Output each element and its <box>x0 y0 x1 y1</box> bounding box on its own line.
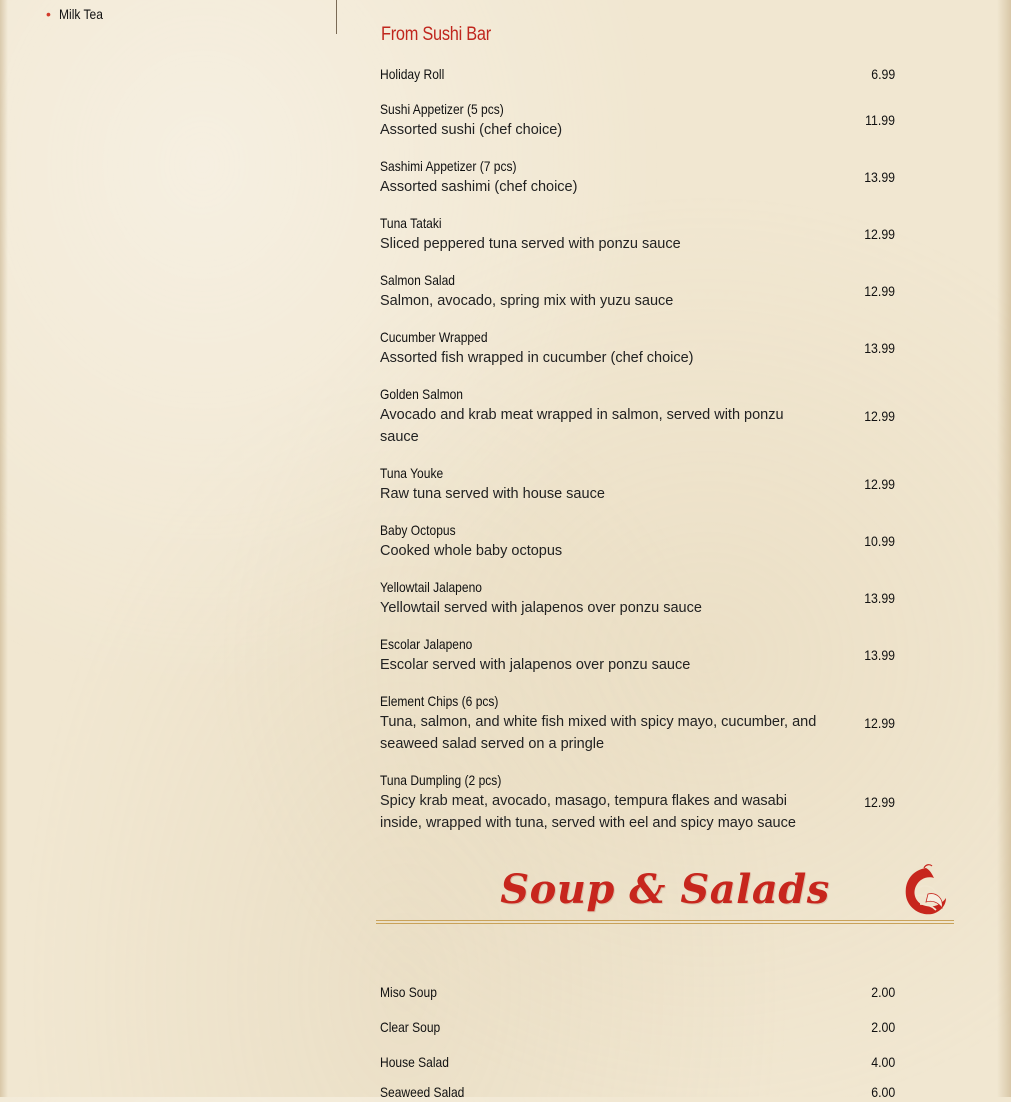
item-name: House Salad <box>380 1054 449 1070</box>
item-description: Assorted sushi (chef choice) <box>380 122 563 138</box>
item-name: Element Chips (6 pcs) <box>380 693 499 709</box>
menu-item <box>380 522 896 562</box>
menu-item <box>380 1019 896 1037</box>
menu-item <box>380 579 896 619</box>
section-title-soup-salads: Soup & Salads <box>500 866 830 913</box>
item-name: Holiday Roll <box>380 66 445 82</box>
section-header-soup-salads <box>376 862 954 926</box>
item-price: 12.99 <box>864 476 895 492</box>
menu-item <box>380 101 896 141</box>
item-description: Cooked whole baby octopus <box>380 543 563 559</box>
divider <box>376 920 954 924</box>
item-name: Tuna Tataki <box>380 215 442 231</box>
item-price: 12.99 <box>864 794 895 810</box>
item-name: Escolar Jalapeno <box>380 636 473 652</box>
item-price: 4.00 <box>871 1054 895 1070</box>
item-price: 10.99 <box>864 533 895 549</box>
menu-item <box>380 636 896 676</box>
item-price: 13.99 <box>864 340 895 356</box>
item-name: Tuna Youke <box>380 465 444 481</box>
item-description: Spicy krab meat, avocado, masago, tempura flakes and wasabi inside, wrapped with tuna, served with eel and spicy mayo sauce <box>380 793 796 831</box>
item-name: Sashimi Appetizer (7 pcs) <box>380 158 517 174</box>
menu-item <box>380 772 896 834</box>
item-description: Avocado and krab meat wrapped in salmon, served with ponzu sauce <box>380 407 784 445</box>
item-name: Golden Salmon <box>380 386 464 402</box>
item-description: Sliced peppered tuna served with ponzu sauce <box>380 236 681 252</box>
item-description: Salmon, avocado, spring mix with yuzu sauce <box>380 293 674 309</box>
item-name: Seaweed Salad <box>380 1084 465 1100</box>
item-price: 13.99 <box>864 647 895 663</box>
item-name: Cucumber Wrapped <box>380 329 488 345</box>
item-name: Sushi Appetizer (5 pcs) <box>380 101 504 117</box>
sidebar-item-milk-tea[interactable] <box>46 6 110 22</box>
menu-item <box>380 465 896 505</box>
menu-item <box>380 329 896 369</box>
item-name: Yellowtail Jalapeno <box>380 579 482 595</box>
shrimp-icon <box>898 864 950 920</box>
sidebar <box>0 0 337 34</box>
item-description: Assorted fish wrapped in cucumber (chef choice) <box>380 350 694 366</box>
item-price: 12.99 <box>864 408 895 424</box>
menu-item <box>380 386 896 448</box>
item-price: 12.99 <box>864 283 895 299</box>
item-description: Yellowtail served with jalapenos over ponzu sauce <box>380 600 702 616</box>
item-name: Baby Octopus <box>380 522 456 538</box>
menu-item <box>380 158 896 198</box>
item-price: 13.99 <box>864 169 895 185</box>
item-name: Salmon Salad <box>380 272 455 288</box>
item-price: 2.00 <box>871 984 895 1000</box>
item-name: Clear Soup <box>380 1019 441 1035</box>
menu-item <box>380 984 896 1002</box>
item-description: Escolar served with jalapenos over ponzu sauce <box>380 657 691 673</box>
paper-edge-left <box>0 0 8 1097</box>
item-price: 2.00 <box>871 1019 895 1035</box>
item-price: 13.99 <box>864 590 895 606</box>
sidebar-item-label: Milk Tea <box>59 6 103 22</box>
menu-item <box>380 1084 896 1102</box>
item-price: 6.99 <box>871 66 895 82</box>
item-price: 11.99 <box>865 112 895 128</box>
item-description: Assorted sashimi (chef choice) <box>380 179 578 195</box>
item-price: 12.99 <box>864 715 895 731</box>
item-price: 6.00 <box>871 1084 895 1100</box>
item-name: Miso Soup <box>380 984 437 1000</box>
menu-item <box>380 66 896 84</box>
menu-item <box>380 215 896 255</box>
bullet-icon: • <box>46 6 51 22</box>
menu-item <box>380 693 896 755</box>
item-description: Tuna, salmon, and white fish mixed with spicy mayo, cucumber, and seaweed salad served on a pringle <box>380 714 817 752</box>
menu-item <box>380 272 896 312</box>
item-description: Raw tuna served with house sauce <box>380 486 605 502</box>
paper-edge-right <box>997 0 1011 1097</box>
section-title-sushi-bar: From Sushi Bar <box>381 24 491 45</box>
menu-item <box>380 1054 896 1072</box>
item-price: 12.99 <box>864 226 895 242</box>
item-name: Tuna Dumpling (2 pcs) <box>380 772 502 788</box>
